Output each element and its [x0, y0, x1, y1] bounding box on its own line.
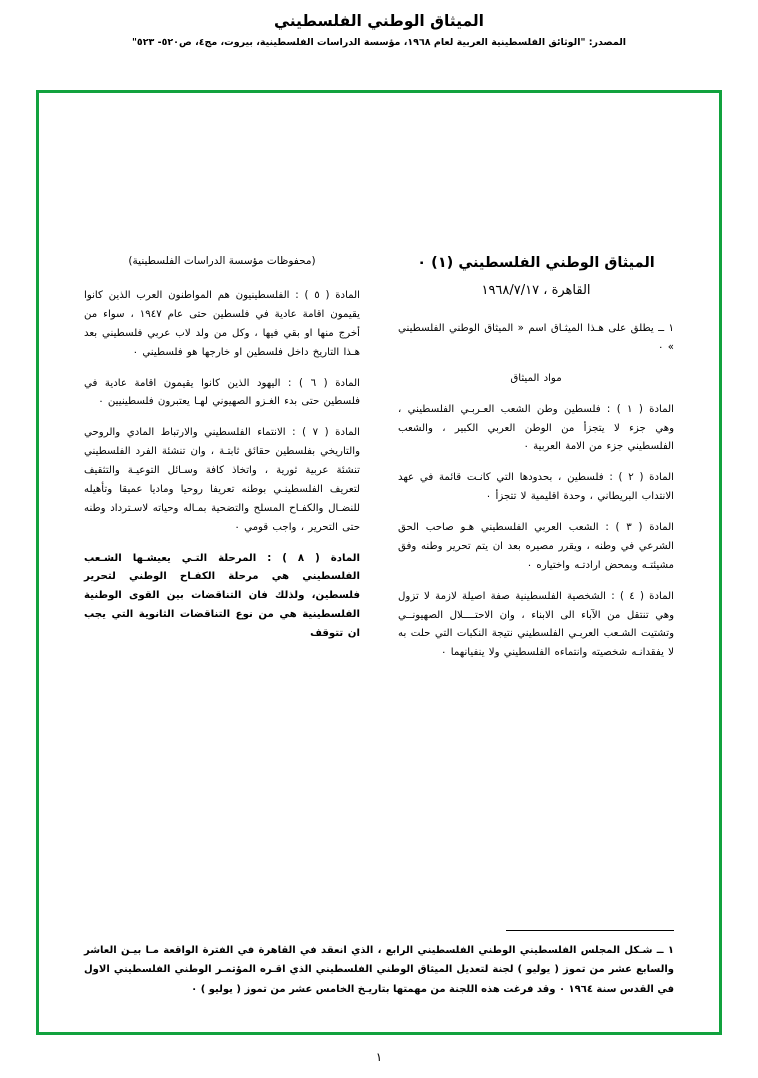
article-4: المادة ( ٤ ) : الشخصية الفلسطينية صفة اصيلة لازمة لا تزول وهي تنتقل من الآباء الى الابناء ، وان الاحتــــلال الصهيونــي وتشتيت الشـعب العربـي الفلسطيني نتيجة النكبات التي حلت به لا يفقدانـه شخصيته وانتماءه الفلسطيني ولا ينفيانهما ٠	[398, 590, 674, 659]
footnote-section	[84, 930, 674, 1000]
two-column-layout	[84, 255, 674, 675]
column-right	[398, 255, 674, 675]
source-citation: المصدر: "الوثائق الفلسطينية العربية لعام ١٩٦٨، مؤسسة الدراسات الفلسطينية، بيروت، مج٤، ص٥٢٠- ٥٢٣"	[131, 37, 627, 48]
footnote-divider	[506, 930, 674, 931]
article-7: المادة ( ٧ ) : الانتماء الفلسطيني والارتباط المادي والروحي والتاريخي بفلسطين حقائق ثابتـة ، وان تنشئة الفرد الفلسطيني تنشئة عربية ثورية ، واتخاذ كافة وسـائل التوعيـة والتثقيف لتعريف الفلسطينـي بوطنه تعريفا روحيا وماديا عميقا وتأهيله للنضـال والكفـاح المسلح والتضحية بمـاله وحياته لاسـترداد وطنه حتى التحرير ، واجب قومي ٠	[84, 427, 360, 533]
archive-note: (محفوظات مؤسسة الدراسات الفلسطينية)	[128, 255, 316, 267]
article-6: المادة ( ٦ ) : اليهود الذين كانوا يقيمون اقامة عادية في فلسطين حتى بدء الغـزو الصهيوني لهـا يعتبرون فلسطينيين ٠	[84, 377, 360, 408]
article-8: المادة ( ٨ ) : المرحلة التـي يعيشـها الشـعب الفلسطيني هي مرحلة الكفـاح الوطني لتحرير فلسطين، ولذلك فان التناقضات بين القوى الوطنية الفلسطينية هي من نوع التناقضات الثانوية التي يجب ان تتوقف	[84, 552, 360, 639]
column-left	[84, 255, 360, 675]
document-header	[0, 0, 758, 48]
section-heading-articles: مواد الميثاق	[510, 372, 562, 384]
footnote-text: ١ ــ شـكل المجلس الفلسطيني الوطني الفلسطيني الرابع ، الذي انعقد في القاهرة في الفترة الواقعة مـا بيـن العاشر والسابع عشر من تموز ( يوليو ) لجنة لتعديل الميثاق الوطني الفلسطيني الذي اقـره المؤتمـر الوطني الفلسطيني الاول في القدس سنة ١٩٦٤ ٠ وقد فرغت هذه اللجنة من مهمتها بتاريـخ الخامس عشر من تموز ( يوليو ) ٠	[84, 944, 674, 995]
article-1: المادة ( ١ ) : فلسطين وطن الشعب العـربـي الفلسطيني ، وهي جزء لا يتجزأ من الوطن العربي الكبير ، والشعب الفلسطيني جزء من الامة العربية ٠	[398, 403, 674, 453]
document-body	[36, 90, 722, 1035]
article-5: المادة ( ٥ ) : الفلسطينيون هم المواطنون العرب الذين كانوا يقيمون اقامة عادية في فلسطين حتى عام ١٩٤٧ ، سواء من أخرج منها او بقي فيها ، وكل من ولد لاب عربي فلسطيني بعد هـذا التاريخ داخل فلسطين او خارجها هو فلسطيني ٠	[84, 290, 360, 358]
charter-title: الميثاق الوطني الفلسطيني (١) ٠	[417, 255, 655, 271]
page-title: الميثاق الوطني الفلسطيني	[274, 12, 484, 30]
paragraph: ١ ــ يطلق على هـذا الميثـاق اسم « الميثاق الوطني الفلسطيني » ٠	[398, 323, 674, 353]
charter-date: القاهرة ، ١٩٦٨/٧/١٧	[481, 283, 591, 298]
article-2: المادة ( ٢ ) : فلسطين ، بحدودها التي كانـت قائمة في عهد الانتداب البريطاني ، وحدة اقليمية لا تتجزأ ٠	[398, 472, 674, 503]
article-3: المادة ( ٣ ) : الشعب العربي الفلسطيني هـو صاحب الحق الشرعي في وطنه ، ويقرر مصيره بعد ان يتم تحرير وطنه وفق مشيئتـه وبمحض ارادتـه واختياره ٠	[398, 522, 674, 571]
page-number: ١	[375, 1050, 383, 1064]
